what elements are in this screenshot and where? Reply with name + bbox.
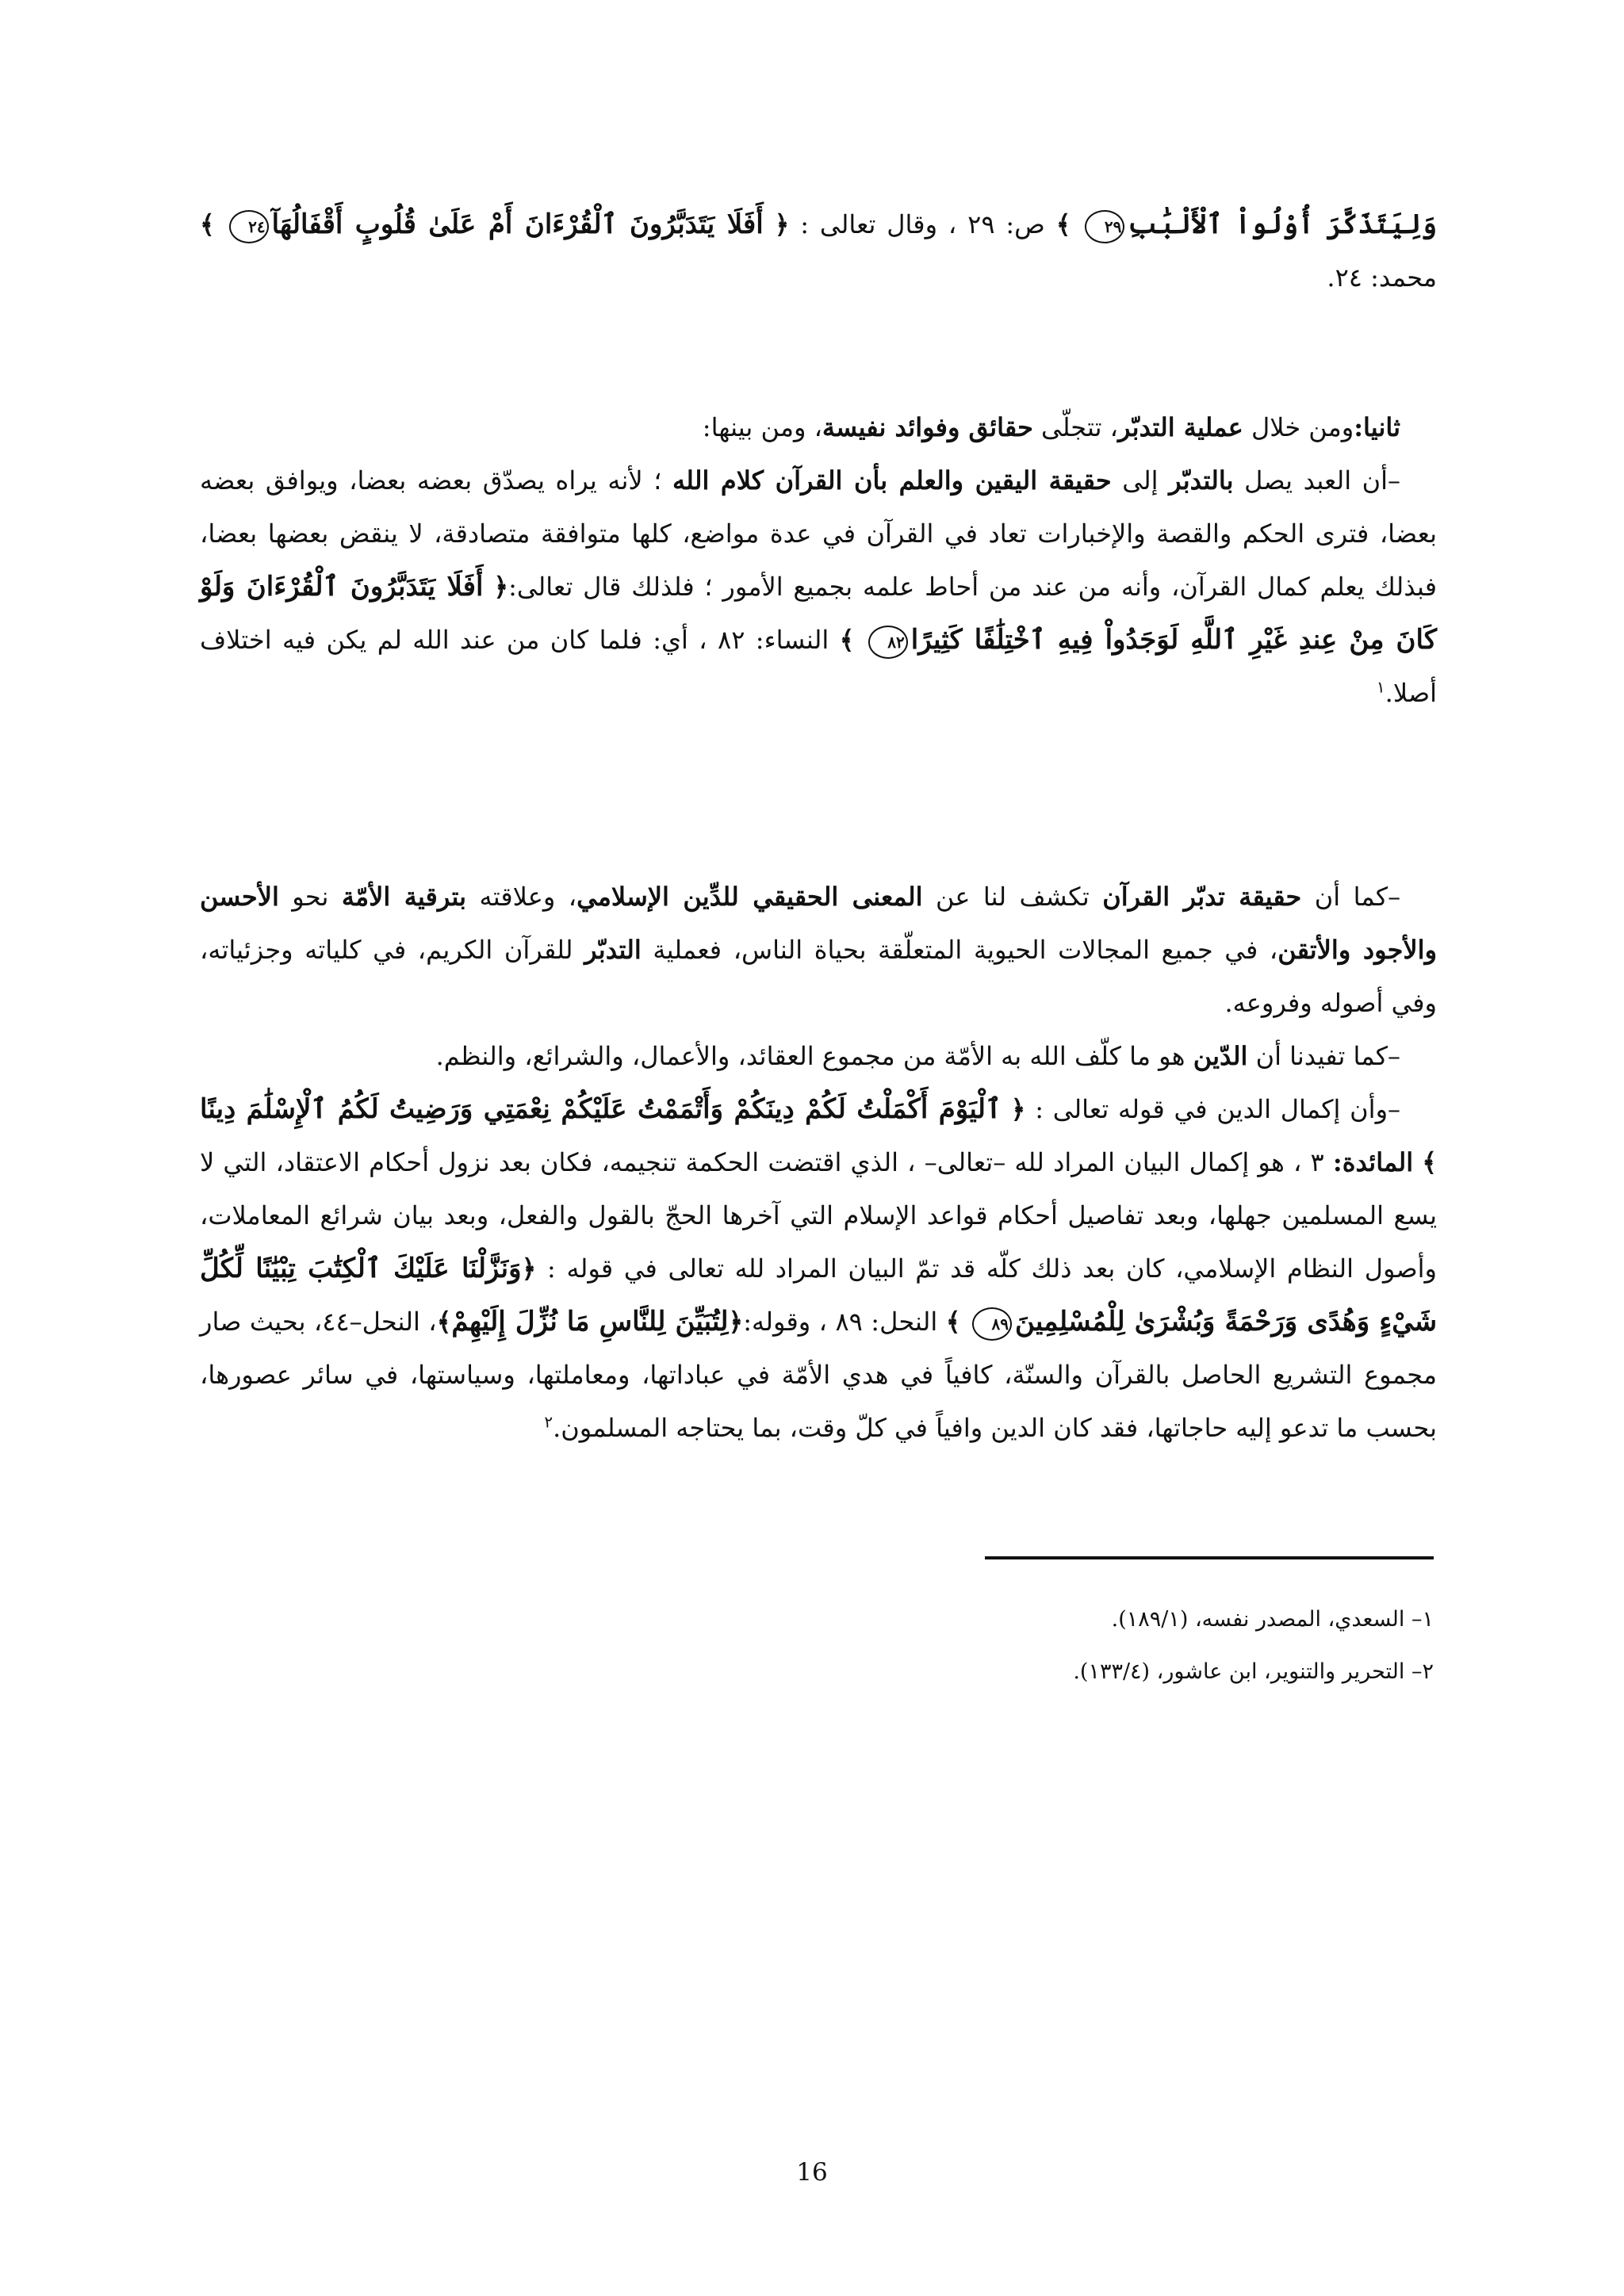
bold-phrase: عملية التدبّر [1118, 412, 1243, 442]
paragraph-reality [200, 871, 1437, 1030]
ayah-number-marker: ٨٢ [868, 626, 908, 659]
body-text: ، النحل–٤٤، بحيث صار مجموع التشريع الحاصل بالقرآن والسنّة، كافياً في هدي الأمّة في عباداتها، ومعاملتها، وسياستها، في سائر عصورها، بحسب ما تدعو إليه حاجاتها، فقد كان الدين وافياً في كلّ وقت، بما يحتاجه المسلمون. [200, 1307, 1437, 1443]
paragraph-certainty [200, 454, 1437, 720]
body-text: –وأن إكمال الدين في قوله تعالى : [1035, 1094, 1401, 1124]
verse-close-bracket: ﴾ [839, 625, 855, 655]
verse-open-bracket: ﴿ [728, 1307, 744, 1337]
body-text: ، وعلاقته [479, 882, 577, 912]
bold-phrase: حقائق وفوائد نفيسة [822, 412, 1033, 442]
quran-verse: ٱلْيَوْمَ أَكْمَلْتُ لَكُمْ دِينَكُمْ وَأَتْمَمْتُ عَلَيْكُمْ نِعْمَتِي وَرَضِيتُ لَكُمُ ٱلْإِسْلَٰمَ دِينًا [200, 1093, 1002, 1125]
verse-reference: ص: ٢٩ ، وقال تعالى : [800, 209, 1045, 239]
footnote-1: ١– السعدي، المصدر نفسه، (١٨٩/١). [1111, 1607, 1434, 1632]
quran-verse: أَفَلَا يَتَدَبَّرُونَ ٱلْقُرْءَانَ وَلَوْ كَانَ مِنْ عِندِ غَيْرِ ٱللَّهِ لَوَجَدُواْ فِيهِ ٱخْتِلَٰفًا كَثِيرًا [200, 571, 1438, 656]
bold-phrase: حقيقة تدبّر القرآن [1102, 882, 1302, 912]
body-text: –كما أن [1314, 882, 1401, 912]
body-text: النساء: ٨٢ ، أي: فلما كان من عند الله لم يكن فيه اختلاف أصلا. [200, 625, 1437, 708]
opening-verses-block [200, 198, 1437, 304]
verse-close-bracket: ﴾ [1055, 209, 1071, 239]
bold-phrase: الأحسن والأجود والأتقن [200, 882, 1438, 965]
verse-close-bracket: ﴾ [1422, 1147, 1438, 1177]
quran-verse: وَلِيَتَذَكَّرَ أُوْلُواْ ٱلْأَلْبَٰبِ [1128, 209, 1438, 240]
body-text: ، ومن بينها: [702, 412, 822, 442]
body-text: ومن خلال [1251, 412, 1354, 442]
paragraph-completion [200, 1083, 1437, 1455]
opening-paragraph [200, 198, 1437, 304]
body-text: هو ما كلّف الله به الأمّة من مجموع العقائد، والأعمال، والشرائع، والنظم. [435, 1041, 1185, 1071]
body-text: ، في جميع المجالات الحيوية المتعلّقة بحياة الناس، فعملية [653, 935, 1278, 965]
ayah-number-marker: ٨٩ [972, 1307, 1012, 1341]
footnote-separator [985, 1556, 1434, 1559]
second-point-block [200, 401, 1437, 720]
verse-open-bracket: ﴿ [1010, 1094, 1026, 1124]
quran-verse: وَنَزَّلْنَا عَلَيْكَ ٱلْكِتَٰبَ تِبْيَٰنًا لِّكُلِّ شَيْءٍ وَهُدًى وَرَحْمَةً وَبُشْرَىٰ لِلْمُسْلِمِينَ [200, 1253, 1438, 1337]
paragraph-religion [200, 1030, 1437, 1083]
footnote-marker: ١ [1376, 677, 1385, 697]
bold-phrase: التدبّر [584, 935, 642, 965]
footnote-marker: ٢ [544, 1412, 553, 1432]
verse-open-bracket: ﴿ [774, 209, 790, 239]
body-text: تكشف لنا عن [936, 882, 1090, 912]
bold-phrase: بالتدبّر [1169, 465, 1234, 496]
body-text: ، تتجلّى [1041, 412, 1118, 442]
body-text: ٣ ، هو إكمال البيان المراد لله –تعالى– ، الذي اقتضت الحكمة تنجيمه، فكان بعد نزول أحكام الاعتقاد، التي لا يسع المسلمين جهلها، وبعد تفاصيل أحكام قواعد الإسلام التي آخرها الحجّ بالقول والفعل، وبعد بيان شرائع المعاملات، وأصول النظام الإسلامي، كان بعد ذلك كلّه قد تمّ البيان المراد لله تعالى في قوله : [200, 1147, 1438, 1284]
verse-reference: محمد: ٢٤. [1327, 262, 1437, 293]
verse-open-bracket: ﴿ [521, 1253, 537, 1284]
ayah-number-marker: ٢٤ [229, 210, 269, 243]
verse-close-bracket: ﴾ [945, 1307, 961, 1337]
quran-verse: أَفَلَا يَتَدَبَّرُونَ ٱلْقُرْءَانَ أَمْ عَلَىٰ قُلُوبٍ أَقْفَالُهَآ [271, 209, 764, 240]
page-number: 16 [796, 2158, 828, 2187]
body-text: –كما تفيدنا أن [1255, 1041, 1400, 1071]
section-label: ثانيا: [1354, 412, 1400, 442]
bold-phrase: المعنى الحقيقي للدِّين الإسلامي [576, 882, 923, 912]
verse-open-bracket: ﴿ [493, 572, 509, 602]
bold-phrase: حقيقة اليقين والعلم بأن القرآن كلام الله [672, 465, 1112, 496]
bold-phrase: الدّين [1193, 1041, 1248, 1071]
verse-close-bracket: ﴾ [200, 209, 215, 239]
body-text: –أن العبد يصل [1244, 465, 1401, 496]
verse-close-bracket: ﴾ [436, 1307, 452, 1337]
quran-verse: لِتُبَيِّنَ لِلنَّاسِ مَا نُزِّلَ إِلَيْهِمْ [451, 1306, 729, 1337]
footnote-2: ٢– التحرير والتنوير، ابن عاشور، (١٣٣/٤). [1073, 1659, 1434, 1684]
bold-phrase: بترقية الأمّة [341, 882, 467, 912]
body-text: إلى [1122, 465, 1159, 496]
third-points-block [200, 871, 1437, 1455]
verse-reference: المائدة: [1332, 1147, 1414, 1177]
body-text: للقرآن الكريم، في كلياته وجزئياته، وفي أصوله وفروعه. [200, 935, 1437, 1018]
paragraph-thaniyan [200, 401, 1437, 454]
body-text: النحل: ٨٩ ، وقوله: [743, 1307, 938, 1337]
ayah-number-marker: ٢٩ [1085, 210, 1124, 243]
footnotes [720, 1594, 1434, 1698]
body-text: نحو [292, 882, 329, 912]
body-text: ؛ لأنه يراه يصدّق بعضه بعضا، ويوافق بعضه بعضا، فترى الحكم والقصة والإخبارات تعاد في القرآن في عدة مواضع، كلها متوافقة متصادقة، لا ينقض بعضها بعضا، فبذلك يعلم كمال القرآن، وأنه من عند من أحاط علمه بجميع الأمور ؛ فلذلك قال تعالى: [200, 465, 1438, 602]
